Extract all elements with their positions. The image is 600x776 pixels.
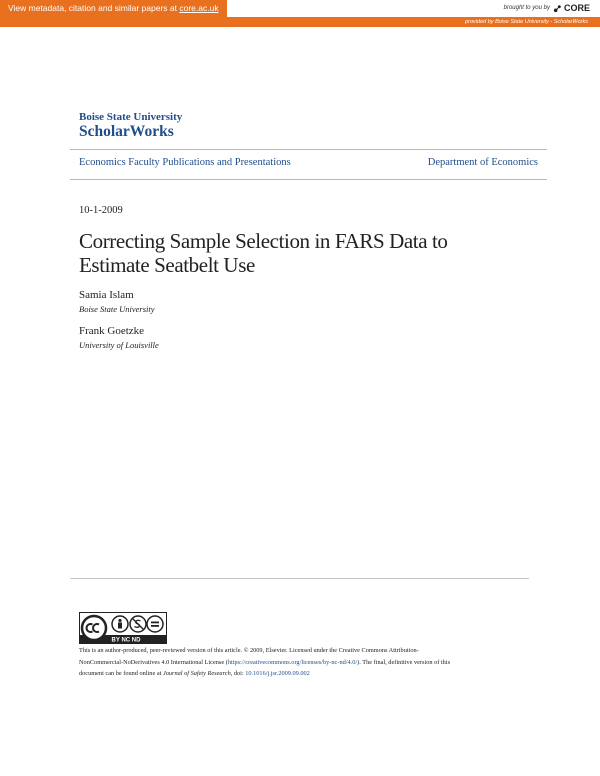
nav-top-divider <box>70 149 547 150</box>
paper-title-line1: Correcting Sample Selection in FARS Data to <box>79 229 448 253</box>
paper-title-line2: Estimate Seatbelt Use <box>79 253 255 277</box>
institution-name: Boise State University <box>79 111 183 123</box>
license-text: ). The final, definitive version of this <box>357 658 451 666</box>
cc-license-badge[interactable] <box>79 612 167 644</box>
publication-date: 10-1-2009 <box>79 205 123 216</box>
license-text: , doi: <box>230 670 246 677</box>
brought-to-you-by[interactable] <box>504 3 590 13</box>
core-link-site[interactable]: core.ac.uk <box>179 3 219 13</box>
cc-badge-label: BY NC ND <box>111 637 141 643</box>
author-name: Frank Goetzke <box>79 325 145 337</box>
journal-name: Journal of Safety Research <box>162 670 231 677</box>
nav-bottom-divider <box>70 179 547 180</box>
license-url-link[interactable]: https://creativecommons.org/licenses/by-nc-nd/4.0/ <box>227 658 358 666</box>
paper-title <box>79 229 519 277</box>
cc-badge-icon <box>80 613 166 643</box>
doi-link[interactable]: 10.1016/j.jsr.2009.09.002 <box>245 670 310 677</box>
repository-name: ScholarWorks <box>79 123 174 140</box>
provided-by: provided by Boise State University - ScholarWorks <box>465 19 588 25</box>
license-text: NonCommercial-NoDerivatives 4.0 International License ( <box>79 658 228 666</box>
license-text: This is an author-produced, peer-reviewed version of this article. © 2009, Elsevier. Licensed under the Creative Commons Attribution- <box>79 647 419 654</box>
core-logo[interactable] <box>553 3 590 13</box>
author-affiliation: Boise State University <box>79 304 155 314</box>
license-statement <box>79 645 529 680</box>
core-logo-icon <box>553 4 562 13</box>
department-link[interactable]: Department of Economics <box>427 157 538 168</box>
footer-divider <box>70 578 529 579</box>
author-affiliation: University of Louisville <box>79 340 159 350</box>
institution-logo[interactable] <box>79 111 182 140</box>
license-text: document can be found online at <box>79 670 163 677</box>
core-link-prefix: View metadata, citation and similar papers at <box>8 3 180 13</box>
core-banner <box>0 0 600 27</box>
brought-by-text: brought to you by <box>503 5 550 11</box>
core-logo-label: CORE <box>563 3 590 13</box>
collection-link[interactable]: Economics Faculty Publications and Presentations <box>79 157 291 168</box>
author-name: Samia Islam <box>79 289 134 301</box>
core-metadata-link[interactable] <box>0 0 227 17</box>
